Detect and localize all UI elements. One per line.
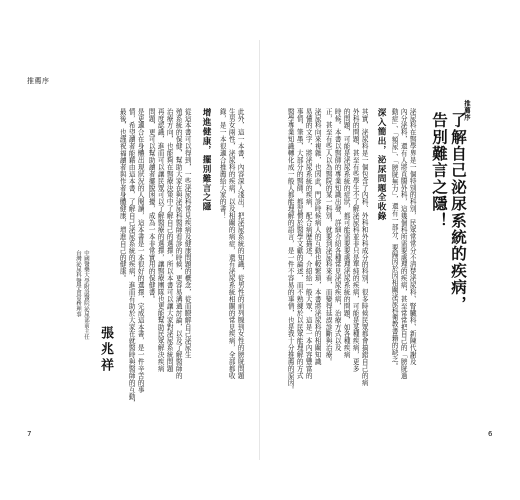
body-line: 醫學專業知識轉化成一般人都能理解的語言，是一件不容易的事情，也是我十分推薦的原因。 [286, 108, 295, 393]
body-line: 事情，筆墨，大部分的醫師，都習慣於醫學文獻的論述，而不熟練於以民眾能理解的方式 [295, 108, 304, 380]
section-heading: 增進健康，擺別難言之隱 [201, 108, 211, 212]
page-gutter [259, 40, 260, 460]
page-number-right: 6 [488, 430, 493, 438]
signature-affiliation: 台灣泌尿科醫學會常務理事 [75, 250, 81, 318]
signature-name: 張兆祥 [98, 326, 113, 374]
body-line: 易懂的文字，將泌尿系統的疾病，配合病歷描述，介紹給一般大眾，這是一本內容豐富的 [304, 108, 313, 380]
body-line: 此外，這一本書，內容深入淺出，把泌尿系統的知識，從男性的前列腺到女性的膀胱問題 [236, 108, 245, 380]
body-line: 泌尿科在醫學界是一個特別的科別，民眾常常分不清楚泌尿科、腎臟科、新陳代謝及 [408, 108, 417, 366]
body-line: 問題，更可以幫助讀者擺脫困擾，成為一本非常實用的保健書。 [147, 108, 156, 303]
body-line: 是更適合在身體出現狀況的人閱讀，這本書是一本很好的選擇，完成這本書，是一件辛苦的事 [136, 108, 145, 393]
title-line-1: 了解自己泌尿系統的疾病， [449, 112, 467, 313]
body-line: 時候。本書以醫師的專業知識出發，詳細介紹各種常見泌尿疾病，治療方式以及 [333, 108, 342, 352]
body-line: 外科的問題，甚至有些學生不了解泌尿科並非只是單純的疾病，可能是某種疾病，更多 [351, 108, 360, 373]
body-line: 生男女兩性，泌尿科的疾病，以及相關的病症，還有泌尿系統相關的常見疾病，全部都收 [227, 108, 236, 380]
title-line-2: 告別難言之隱！ [430, 112, 448, 229]
body-line: 殖系統的保健，幫助大家在與泌尿科醫師看診的時候，更容易溝通討論，以及了解醫師的 [174, 108, 183, 380]
body-line: 最後，也謹祝福讀者與作者身體健康，增進自己的健康。 [118, 108, 127, 282]
body-line: 治療方向，也能夠在醫療決策中了解自己的選擇，所以本書可以讓大家對泌尿系統問題 [165, 108, 174, 373]
body-line: 錄，是一本很適合推薦給大家的書！ [218, 108, 227, 220]
signature-affiliation: 中國醫藥大學附設醫院泌尿部前主任 [83, 250, 89, 340]
body-line: 正，甚至有些人以為醫院的某一科別，就要到泌尿科來看，而變得延誤診斷與治療。 [324, 108, 333, 366]
page-number-left: 7 [27, 430, 32, 438]
body-line: 再度認識，進而可以讓民眾可以了解醫療的選擇，讓醫療團隊也更能幫助民眾解決疾病 [156, 108, 165, 373]
body-line: 的問題，可能是泌尿系統的症狀，都可能需要要處理泌尿系統的問題，如各種疾病 [342, 108, 351, 359]
body-line: 泌尿科向來複雜，也因此，門診時候病人的互動也較繁瑣，本書將泌尿科的相關知識 [313, 108, 322, 366]
section-heading: 深入簡出，泌尿問題全收錄 [376, 108, 386, 221]
body-line: 動症」、「頻尿」、「膀胱無力」，還有一部分，要歸因於因相關泌尿科衛教書籍的缺乏。 [390, 108, 399, 370]
running-head: 推薦序 [27, 77, 50, 85]
body-line: 其實，泌尿科是一個包含了內科、外科和外科成分的科別，很多時候民眾都會搞錯自己的病 [360, 108, 369, 386]
preface-label: 推薦序 [463, 100, 471, 121]
body-line: 情，希望讀者能藉由這本書，了解自己泌尿系統的疾病，進而有助於大家在就醫時與醫師的互動， [127, 108, 136, 407]
body-line: 從這本書可以得到，一些泌尿科常見疾病及健康問題的概念，從而瞭解自己泌尿生 [183, 108, 192, 359]
body-line: 內分泌科，還有人將直腸外科，這幾個科所需要處理的疾病，甚至常常把自己的「膀胱過 [399, 108, 408, 380]
